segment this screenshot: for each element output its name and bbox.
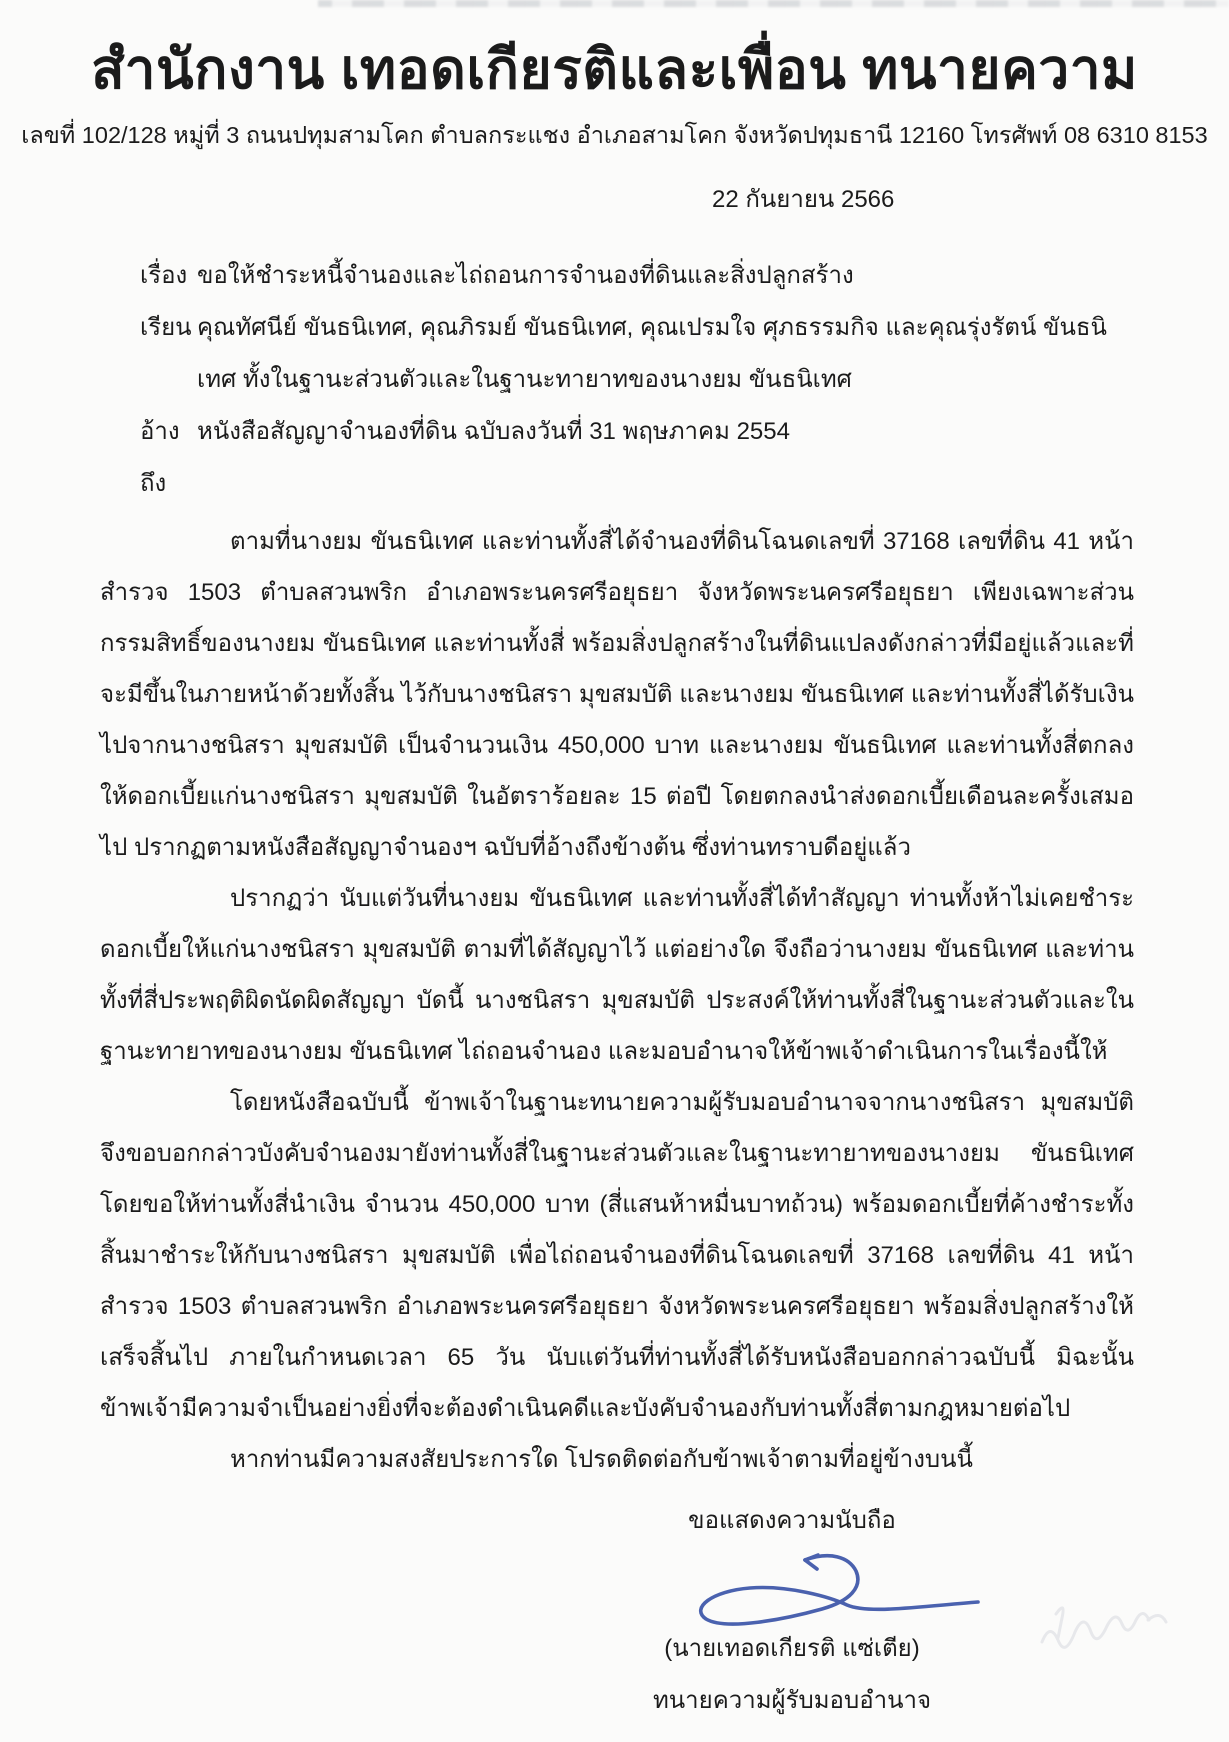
- signatory-name: (นายเทอดเกียรติ แซ่เตีย): [664, 1635, 920, 1663]
- body-paragraph-1: ตามที่นางยม ขันธนิเทศ และท่านทั้งสี่ได้จำนองที่ดินโฉนดเลขที่ 37168 เลขที่ดิน 41 หน้าสำรวจ 1503 ตำบลสวนพริก อำเภอพระนครศรีอยุธยา จังหวัดพระนครศรีอยุธยา เพียงเฉพาะส่วนกรรมสิทธิ์ของนางยม ขันธนิเทศ และท่านทั้งสี่ พร้อมสิ่งปลูกสร้างในที่ดินแปลงดังกล่าวที่มีอยู่แล้วและที่จะมีขึ้นในภายหน้าด้วยทั้งสิ้น ไว้กับนางชนิสรา มุขสมบัติ และนางยม ขันธนิเทศ และท่านทั้งสี่ได้รับเงินไปจากนางชนิสรา มุขสมบัติ เป็นจำนวนเงิน 450,000 บาท และนางยม ขันธนิเทศ และท่านทั้งสี่ตกลงให้ดอกเบี้ยแก่นางชนิสรา มุขสมบัติ ในอัตราร้อยละ 15 ต่อปี โดยตกลงนำส่งดอกเบี้ยเดือนละครั้งเสมอไป ปรากฏตามหนังสือสัญญาจำนองฯ ฉบับที่อ้างถึงข้างต้น ซึ่งท่านทราบดีอยู่แล้ว: [100, 528, 1134, 862]
- reference-label: อ้างถึง: [140, 418, 180, 498]
- letter-body: [100, 516, 1134, 1485]
- scan-artifact-top-edge: [318, 0, 1229, 7]
- subject-row: [140, 250, 1134, 302]
- subject-text: ขอให้ชำระหนี้จำนองและไถ่ถอนการจำนองที่ดินและสิ่งปลูกสร้าง: [197, 262, 854, 290]
- body-paragraph-4: หากท่านมีความสงสัยประการใด โปรดติดต่อกับข้าพเจ้าตามที่อยู่ข้างบนนี้: [230, 1446, 973, 1474]
- closing-salutation: ขอแสดงความนับถือ: [688, 1507, 896, 1535]
- office-address-line: เลขที่ 102/128 หมู่ที่ 3 ถนนปทุมสามโคก ตำบลกระแชง อำเภอสามโคก จังหวัดปทุมธานี 12160 โทรศัพท์ 08 6310 8153: [21, 121, 1208, 148]
- signature-ink: [684, 1547, 984, 1631]
- reference-row: [140, 406, 1134, 510]
- body-paragraph-3: โดยหนังสือฉบับนี้ ข้าพเจ้าในฐานะทนายความผู้รับมอบอำนาจจากนางชนิสรา มุขสมบัติ จึงขอบอกกล่าวบังคับจำนองมายังท่านทั้งสี่ในฐานะส่วนตัวและในฐานะทายาทของนางยม ขันธนิเทศ โดยขอให้ท่านทั้งสี่นำเงิน จำนวน 450,000 บาท (สี่แสนห้าหมื่นบาทถ้วน) พร้อมดอกเบี้ยที่ค้างชำระทั้งสิ้นมาชำระให้กับนางชนิสรา มุขสมบัติ เพื่อไถ่ถอนจำนองที่ดินโฉนดเลขที่ 37168 เลขที่ดิน 41 หน้าสำรวจ 1503 ตำบลสวนพริก อำเภอพระนครศรีอยุธยา จังหวัดพระนครศรีอยุธยา พร้อมสิ่งปลูกสร้างให้เสร็จสิ้นไป ภายในกำหนดเวลา 65 วัน นับแต่วันที่ท่านทั้งสี่ได้รับหนังสือบอกกล่าวฉบับนี้ มิฉะนั้น ข้าพเจ้ามีความจำเป็นอย่างยิ่งที่จะต้องดำเนินคดีและบังคับจำนองกับท่านทั้งสี่ตามกฎหมายต่อไป: [100, 1089, 1134, 1423]
- meta-block: [140, 250, 1134, 510]
- office-name-title: สำนักงาน เทอดเกียรติและเพื่อน ทนายความ: [91, 38, 1138, 100]
- signature-icon: [684, 1547, 984, 1631]
- subject-label: เรื่อง: [140, 262, 188, 290]
- recipient-text: คุณทัศนีย์ ขันธนิเทศ, คุณภิรมย์ ขันธนิเทศ, คุณเปรมใจ ศุภธรรมกิจ และคุณรุ่งรัตน์ ขันธนิเทศ ทั้งในฐานะส่วนตัวและในฐานะทายาทของนางยม ขันธนิเทศ: [197, 314, 1107, 394]
- pencil-impression-watermark: [1028, 1596, 1188, 1676]
- recipient-row: [140, 302, 1134, 406]
- recipient-label: เรียน: [140, 314, 192, 342]
- signatory-title: ทนายความผู้รับมอบอำนาจ: [652, 1687, 932, 1715]
- body-paragraph-2: ปรากฏว่า นับแต่วันที่นางยม ขันธนิเทศ และท่านทั้งสี่ได้ทำสัญญา ท่านทั้งห้าไม่เคยชำระดอกเบี้ยให้แก่นางชนิสรา มุขสมบัติ ตามที่ได้สัญญาไว้ แต่อย่างใด จึงถือว่านางยม ขันธนิเทศ และท่านทั้งที่สี่ประพฤติผิดนัดผิดสัญญา บัดนี้ นางชนิสรา มุขสมบัติ ประสงค์ให้ท่านทั้งสี่ในฐานะส่วนตัวและในฐานะทายาทของนางยม ขันธนิเทศ ไถ่ถอนจำนอง และมอบอำนาจให้ข้าพเจ้าดำเนินการในเรื่องนี้ให้: [100, 885, 1134, 1066]
- closing-block: [636, 1505, 948, 1717]
- reference-text: หนังสือสัญญาจำนองที่ดิน ฉบับลงวันที่ 31 พฤษภาคม 2554: [197, 418, 790, 446]
- letter-date: 22 กันยายน 2566: [712, 186, 895, 214]
